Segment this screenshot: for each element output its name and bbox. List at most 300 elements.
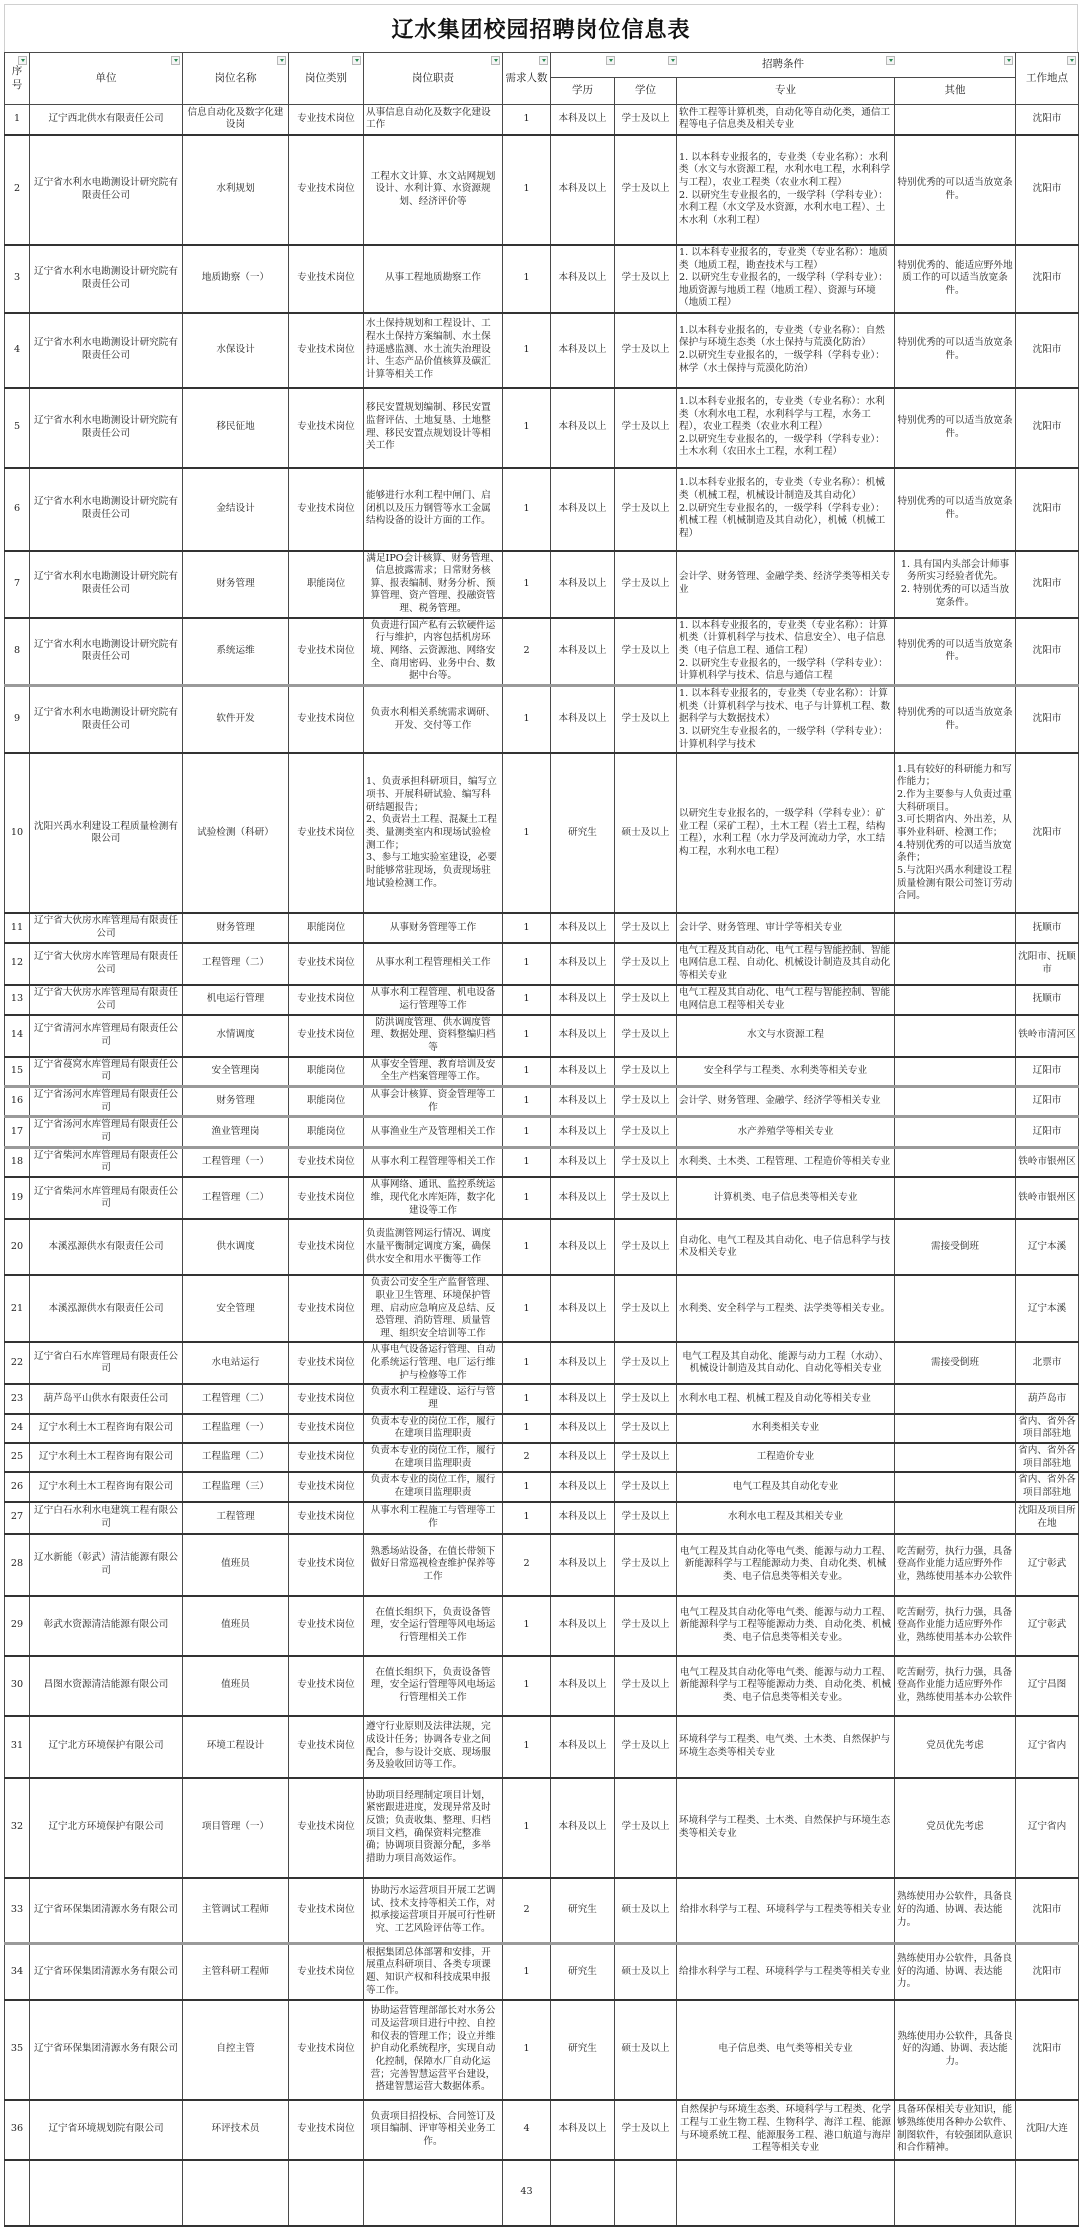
cell-location[interactable]: 沈阳市: [1016, 105, 1079, 135]
cell-degree[interactable]: 学士及以上: [615, 913, 677, 942]
cell-count[interactable]: 1: [503, 1147, 551, 1177]
cell-position[interactable]: 安全管理岗: [183, 1057, 289, 1087]
cell-position[interactable]: 值班员: [183, 1534, 289, 1596]
cell-duties[interactable]: 在值长组织下，负责设备管理，安全运行管理等风电场运行管理相关工作: [364, 1596, 503, 1656]
cell-category[interactable]: 专业技术岗位: [289, 1878, 364, 1944]
cell-seq[interactable]: 27: [5, 1502, 30, 1534]
empty-cell[interactable]: [364, 2160, 503, 2226]
cell-seq[interactable]: 21: [5, 1275, 30, 1342]
cell-major[interactable]: 电气工程及其自动化、能源与动力工程（水动）、机械设计制造及其自动化、自动化等相关专业: [677, 1342, 895, 1384]
cell-category[interactable]: 专业技术岗位: [289, 1502, 364, 1534]
cell-duties[interactable]: 协助运营管理部部长对水务公司及运营项目进行中控、自控和仪表的管理工作；设立并维护自动化系统程序，实现自动化控制，保障水厂自动化运营；完善智慧运营平台建设，搭建智慧运营大数据体系。: [364, 2000, 503, 2100]
cell-unit[interactable]: 辽宁水利土木工程咨询有限公司: [30, 1443, 183, 1472]
cell-duties[interactable]: 满足IPO会计核算、财务管理、信息披露需求；日常财务核算、报表编制、财务分析、预算管理、资产管理、投融资管理、税务管理。: [364, 551, 503, 618]
cell-other[interactable]: 特别优秀的可以适当放宽条件。: [895, 686, 1016, 754]
cell-education[interactable]: 研究生: [551, 1878, 615, 1944]
cell-duties[interactable]: 协助污水运营项目开展工艺调试、技术支持等相关工作，对拟承接运营项目开展可行性研究、工艺风险评估等工作。: [364, 1878, 503, 1944]
cell-major[interactable]: 软件工程等计算机类，自动化等自动化类，通信工程等电子信息类及相关专业: [677, 105, 895, 135]
cell-other[interactable]: [895, 1057, 1016, 1087]
cell-major[interactable]: 水利类相关专业: [677, 1414, 895, 1443]
cell-duties[interactable]: 从事水利工程管理等相关工作: [364, 1147, 503, 1177]
cell-duties[interactable]: 从事安全管理、教育培训及安全生产档案管理等工作。: [364, 1057, 503, 1087]
cell-unit[interactable]: 辽宁省汤河水库管理局有限责任公司: [30, 1117, 183, 1147]
cell-location[interactable]: 沈阳市: [1016, 753, 1079, 913]
cell-seq[interactable]: 33: [5, 1878, 30, 1944]
cell-education[interactable]: 本科及以上: [551, 1534, 615, 1596]
cell-major[interactable]: 会计学、财务管理、金融学、经济学等相关专业: [677, 1087, 895, 1117]
cell-position[interactable]: 工程管理: [183, 1502, 289, 1534]
cell-location[interactable]: 省内、省外各项目部驻地: [1016, 1414, 1079, 1443]
cell-other[interactable]: [895, 1117, 1016, 1147]
cell-degree[interactable]: 学士及以上: [615, 1384, 677, 1413]
cell-major[interactable]: 1. 以本科专业报名的，专业类（专业名称）：水利类（水文与水资源工程，水利水电工程，水利科学与工程），农业工程类（农业水利工程） 2. 以研究生专业报名的，一级学科（学科专业）：水利工程（水文学及水资源，水利水电工程）、土木水利（水利工程）: [677, 135, 895, 245]
cell-location[interactable]: 铁岭市银州区: [1016, 1147, 1079, 1177]
cell-position[interactable]: 地质勘察（一）: [183, 245, 289, 313]
cell-category[interactable]: 专业技术岗位: [289, 1414, 364, 1443]
cell-seq[interactable]: 13: [5, 985, 30, 1015]
cell-location[interactable]: 省内、省外各项目部驻地: [1016, 1443, 1079, 1472]
cell-other[interactable]: 具备环保相关专业知识，能够熟练使用各种办公软件、制图软件，有较强团队意识和合作精神。: [895, 2100, 1016, 2160]
cell-duties[interactable]: 负责本专业的岗位工作，履行在建项目监理职责: [364, 1414, 503, 1443]
cell-education[interactable]: 本科及以上: [551, 1414, 615, 1443]
cell-position[interactable]: 值班员: [183, 1656, 289, 1716]
cell-category[interactable]: 专业技术岗位: [289, 135, 364, 245]
cell-category[interactable]: 专业技术岗位: [289, 1472, 364, 1501]
cell-degree[interactable]: 学士及以上: [615, 1147, 677, 1177]
cell-category[interactable]: 专业技术岗位: [289, 1015, 364, 1057]
cell-unit[interactable]: 辽宁省水利水电勘测设计研究院有限责任公司: [30, 313, 183, 388]
cell-count[interactable]: 1: [503, 1778, 551, 1878]
cell-category[interactable]: 专业技术岗位: [289, 2100, 364, 2160]
cell-major[interactable]: 电气工程及其自动化等电气类、能源与动力工程、新能源科学与工程能源动力类、自动化类、机械类、电子信息类等相关专业。: [677, 1534, 895, 1596]
cell-seq[interactable]: 31: [5, 1716, 30, 1778]
filter-dropdown-icon[interactable]: [491, 56, 500, 65]
cell-education[interactable]: 研究生: [551, 753, 615, 913]
cell-duties[interactable]: 负责本专业的岗位工作，履行在建项目监理职责: [364, 1443, 503, 1472]
cell-position[interactable]: 工程管理（一）: [183, 1147, 289, 1177]
cell-count[interactable]: 1: [503, 1219, 551, 1275]
cell-duties[interactable]: 负责水利相关系统需求调研、开发、交付等工作: [364, 686, 503, 754]
cell-major[interactable]: 水产养殖学等相关专业: [677, 1117, 895, 1147]
cell-location[interactable]: 沈阳市: [1016, 388, 1079, 468]
cell-unit[interactable]: 辽宁省水利水电勘测设计研究院有限责任公司: [30, 135, 183, 245]
cell-count[interactable]: 1: [503, 135, 551, 245]
cell-location[interactable]: 沈阳/大连: [1016, 2100, 1079, 2160]
cell-major[interactable]: 自动化、电气工程及其自动化、电子信息科学与技术及相关专业: [677, 1219, 895, 1275]
cell-duties[interactable]: 工程水文计算、水文站网规划设计、水利计算、水资源规划、经济评价等: [364, 135, 503, 245]
cell-education[interactable]: 本科及以上: [551, 313, 615, 388]
cell-category[interactable]: 专业技术岗位: [289, 985, 364, 1015]
cell-location[interactable]: 沈阳市: [1016, 618, 1079, 686]
filter-dropdown-icon[interactable]: [1067, 56, 1076, 65]
cell-major[interactable]: 工程造价专业: [677, 1443, 895, 1472]
total-count[interactable]: 43: [503, 2160, 551, 2226]
cell-degree[interactable]: 学士及以上: [615, 1472, 677, 1501]
cell-other[interactable]: 特别优秀的可以适当放宽条件。: [895, 468, 1016, 551]
cell-seq[interactable]: 10: [5, 753, 30, 913]
cell-location[interactable]: 辽宁彰武: [1016, 1534, 1079, 1596]
cell-other[interactable]: 党员优先考虑: [895, 1716, 1016, 1778]
cell-location[interactable]: 沈阳市: [1016, 135, 1079, 245]
cell-other[interactable]: 吃苦耐劳，执行力强，具备登高作业能力适应野外作业，熟练使用基本办公软件: [895, 1656, 1016, 1716]
cell-major[interactable]: 电气工程及其自动化等电气类、能源与动力工程、新能源科学与工程等能源动力类、自动化类、机械类、电子信息类等相关专业。: [677, 1656, 895, 1716]
cell-other[interactable]: 吃苦耐劳，执行力强，具备登高作业能力适应野外作业，熟练使用基本办公软件: [895, 1596, 1016, 1656]
cell-position[interactable]: 渔业管理岗: [183, 1117, 289, 1147]
cell-location[interactable]: 抚顺市: [1016, 985, 1079, 1015]
cell-major[interactable]: 环境科学与工程类、电气类、土木类、自然保护与环境生态类等相关专业: [677, 1716, 895, 1778]
cell-major[interactable]: 水利类、土木类、工程管理、工程造价等相关专业: [677, 1147, 895, 1177]
cell-other[interactable]: [895, 985, 1016, 1015]
cell-seq[interactable]: 25: [5, 1443, 30, 1472]
cell-count[interactable]: 1: [503, 1656, 551, 1716]
cell-major[interactable]: 给排水科学与工程、环境科学与工程类等相关专业: [677, 1944, 895, 2000]
cell-other[interactable]: [895, 1502, 1016, 1534]
cell-position[interactable]: 工程监理（二）: [183, 1443, 289, 1472]
cell-unit[interactable]: 辽宁省大伙房水库管理局有限责任公司: [30, 985, 183, 1015]
cell-major[interactable]: 1.以本科专业报名的，专业类（专业名称）：机械类（机械工程，机械设计制造及其自动化） 2.以研究生专业报名的，一级学科（学科专业）：机械工程（机械制造及其自动化），机械（机械工程）: [677, 468, 895, 551]
cell-degree[interactable]: 学士及以上: [615, 468, 677, 551]
cell-position[interactable]: 水利规划: [183, 135, 289, 245]
cell-other[interactable]: 熟练使用办公软件，具备良好的沟通、协调、表达能力。: [895, 1944, 1016, 2000]
cell-count[interactable]: 1: [503, 1342, 551, 1384]
cell-degree[interactable]: 学士及以上: [615, 1534, 677, 1596]
cell-education[interactable]: 本科及以上: [551, 105, 615, 135]
cell-position[interactable]: 自控主管: [183, 2000, 289, 2100]
cell-education[interactable]: 本科及以上: [551, 468, 615, 551]
cell-major[interactable]: 1. 以本科专业报名的，专业类（专业名称）：计算机类（计算机科学与技术、电子与计算机工程、数据科学与大数据技术） 3. 以研究生专业报名的，一级学科（学科专业）：计算机科学与技术: [677, 686, 895, 754]
cell-location[interactable]: 辽阳市: [1016, 1117, 1079, 1147]
cell-location[interactable]: 沈阳市: [1016, 468, 1079, 551]
cell-other[interactable]: [895, 1147, 1016, 1177]
empty-cell[interactable]: [551, 2160, 615, 2226]
cell-unit[interactable]: 辽宁省清河水库管理局有限责任公司: [30, 1015, 183, 1057]
cell-education[interactable]: 本科及以上: [551, 1472, 615, 1501]
cell-position[interactable]: 移民征地: [183, 388, 289, 468]
filter-dropdown-icon[interactable]: [352, 56, 361, 65]
cell-count[interactable]: 2: [503, 1534, 551, 1596]
cell-count[interactable]: 1: [503, 1015, 551, 1057]
cell-seq[interactable]: 22: [5, 1342, 30, 1384]
cell-major[interactable]: 水利水电工程、机械工程及自动化等相关专业: [677, 1384, 895, 1413]
cell-other[interactable]: [895, 1275, 1016, 1342]
cell-category[interactable]: 专业技术岗位: [289, 313, 364, 388]
cell-unit[interactable]: 辽水新能（彰武）清洁能源有限公司: [30, 1534, 183, 1596]
cell-category[interactable]: 职能岗位: [289, 1057, 364, 1087]
cell-seq[interactable]: 9: [5, 686, 30, 754]
cell-unit[interactable]: 辽宁省环保集团清源水务有限公司: [30, 1944, 183, 2000]
cell-degree[interactable]: 学士及以上: [615, 1414, 677, 1443]
empty-cell[interactable]: [30, 2160, 183, 2226]
cell-count[interactable]: 1: [503, 1414, 551, 1443]
cell-unit[interactable]: 本溪泓源供水有限责任公司: [30, 1275, 183, 1342]
cell-other[interactable]: [895, 1384, 1016, 1413]
cell-location[interactable]: 沈阳市、抚顺市: [1016, 943, 1079, 985]
cell-major[interactable]: 电气工程及其自动化、电气工程与智能控制、智能电网信息工程、自动化、机械设计制造及其自动化等相关专业: [677, 943, 895, 985]
cell-location[interactable]: 辽宁省内: [1016, 1778, 1079, 1878]
cell-duties[interactable]: 从事财务管理等工作: [364, 913, 503, 942]
cell-unit[interactable]: 本溪泓源供水有限责任公司: [30, 1219, 183, 1275]
cell-seq[interactable]: 35: [5, 2000, 30, 2100]
cell-count[interactable]: 1: [503, 913, 551, 942]
cell-degree[interactable]: 学士及以上: [615, 1219, 677, 1275]
cell-major[interactable]: 电气工程及其自动化专业: [677, 1472, 895, 1501]
cell-degree[interactable]: 硕士及以上: [615, 753, 677, 913]
cell-education[interactable]: 本科及以上: [551, 913, 615, 942]
cell-duties[interactable]: 从事水利工程管理相关工作: [364, 943, 503, 985]
cell-count[interactable]: 1: [503, 1087, 551, 1117]
cell-other[interactable]: 1. 具有国内头部会计师事务所实习经验者优先。 2. 特别优秀的可以适当放宽条件。: [895, 551, 1016, 618]
cell-other[interactable]: [895, 1177, 1016, 1219]
cell-unit[interactable]: 辽宁水利土木工程咨询有限公司: [30, 1472, 183, 1501]
cell-degree[interactable]: 学士及以上: [615, 1342, 677, 1384]
cell-seq[interactable]: 5: [5, 388, 30, 468]
cell-duties[interactable]: 负责进行国产私有云软硬件运行与维护，内容包括机房环境、网络、云资源池、网络安全、商用密码、业务中台、数据中台等。: [364, 618, 503, 686]
cell-education[interactable]: 本科及以上: [551, 618, 615, 686]
cell-location[interactable]: 辽宁本溪: [1016, 1219, 1079, 1275]
cell-location[interactable]: 沈阳市: [1016, 245, 1079, 313]
cell-count[interactable]: 1: [503, 1596, 551, 1656]
cell-seq[interactable]: 2: [5, 135, 30, 245]
cell-category[interactable]: 专业技术岗位: [289, 468, 364, 551]
cell-location[interactable]: 铁岭市清河区: [1016, 1015, 1079, 1057]
cell-seq[interactable]: 4: [5, 313, 30, 388]
cell-location[interactable]: 沈阳市: [1016, 1878, 1079, 1944]
cell-seq[interactable]: 30: [5, 1656, 30, 1716]
cell-degree[interactable]: 学士及以上: [615, 686, 677, 754]
cell-unit[interactable]: 葫芦岛平山供水有限责任公司: [30, 1384, 183, 1413]
cell-count[interactable]: 1: [503, 1177, 551, 1219]
cell-degree[interactable]: 学士及以上: [615, 1177, 677, 1219]
filter-dropdown-icon[interactable]: [18, 56, 27, 65]
cell-education[interactable]: 本科及以上: [551, 1015, 615, 1057]
cell-education[interactable]: 本科及以上: [551, 1716, 615, 1778]
cell-unit[interactable]: 彰武水资源清洁能源有限公司: [30, 1596, 183, 1656]
cell-seq[interactable]: 8: [5, 618, 30, 686]
cell-category[interactable]: 职能岗位: [289, 1087, 364, 1117]
cell-major[interactable]: 电子信息类、电气类等相关专业: [677, 2000, 895, 2100]
cell-education[interactable]: 本科及以上: [551, 1778, 615, 1878]
cell-count[interactable]: 1: [503, 313, 551, 388]
cell-position[interactable]: 试验检测（科研）: [183, 753, 289, 913]
cell-position[interactable]: 信息自动化及数字化建设岗: [183, 105, 289, 135]
cell-degree[interactable]: 学士及以上: [615, 618, 677, 686]
cell-other[interactable]: 需接受倒班: [895, 1342, 1016, 1384]
cell-unit[interactable]: 辽宁省水利水电勘测设计研究院有限责任公司: [30, 245, 183, 313]
empty-cell[interactable]: [1016, 2160, 1079, 2226]
cell-position[interactable]: 软件开发: [183, 686, 289, 754]
cell-duties[interactable]: 从事水利工程施工与管理等工作: [364, 1502, 503, 1534]
cell-unit[interactable]: 辽宁省大伙房水库管理局有限责任公司: [30, 913, 183, 942]
cell-location[interactable]: 北票市: [1016, 1342, 1079, 1384]
cell-seq[interactable]: 32: [5, 1778, 30, 1878]
cell-category[interactable]: 专业技术岗位: [289, 1342, 364, 1384]
cell-unit[interactable]: 辽宁省汤河水库管理局有限责任公司: [30, 1087, 183, 1117]
cell-count[interactable]: 1: [503, 943, 551, 985]
cell-degree[interactable]: 硕士及以上: [615, 1944, 677, 2000]
cell-education[interactable]: 本科及以上: [551, 1219, 615, 1275]
cell-education[interactable]: 本科及以上: [551, 388, 615, 468]
cell-count[interactable]: 1: [503, 388, 551, 468]
cell-position[interactable]: 工程管理（二）: [183, 943, 289, 985]
cell-unit[interactable]: 辽宁省水利水电勘测设计研究院有限责任公司: [30, 551, 183, 618]
cell-location[interactable]: 辽阳市: [1016, 1087, 1079, 1117]
cell-position[interactable]: 供水调度: [183, 1219, 289, 1275]
cell-degree[interactable]: 学士及以上: [615, 1087, 677, 1117]
cell-other[interactable]: [895, 1015, 1016, 1057]
cell-seq[interactable]: 16: [5, 1087, 30, 1117]
cell-count[interactable]: 1: [503, 1502, 551, 1534]
cell-duties[interactable]: 能够进行水利工程中闸门、启闭机以及压力钢管等水工金属结构设备的设计方面的工作。: [364, 468, 503, 551]
cell-major[interactable]: 1. 以本科专业报名的，专业类（专业名称）：计算机类（计算机科学与技术、信息安全）、电子信息类（电子信息工程、通信工程） 2. 以研究生专业报名的，一级学科（学科专业）：计算机科学与技术、信息与通信工程: [677, 618, 895, 686]
cell-education[interactable]: 本科及以上: [551, 135, 615, 245]
cell-count[interactable]: 4: [503, 2100, 551, 2160]
cell-education[interactable]: 本科及以上: [551, 1057, 615, 1087]
cell-degree[interactable]: 学士及以上: [615, 1015, 677, 1057]
cell-degree[interactable]: 学士及以上: [615, 135, 677, 245]
cell-count[interactable]: 2: [503, 1443, 551, 1472]
cell-count[interactable]: 1: [503, 1472, 551, 1501]
cell-duties[interactable]: 从事会计核算、资金管理等工作: [364, 1087, 503, 1117]
cell-education[interactable]: 本科及以上: [551, 1275, 615, 1342]
cell-category[interactable]: 专业技术岗位: [289, 753, 364, 913]
cell-other[interactable]: 特别优秀的可以适当放宽条件。: [895, 135, 1016, 245]
cell-major[interactable]: 安全科学与工程类、水利类等相关专业: [677, 1057, 895, 1087]
cell-duties[interactable]: 遵守行业原则及法律法规，完成设计任务；协调各专业之间配合，参与设计交底、现场服务及验收回访等工作。: [364, 1716, 503, 1778]
cell-position[interactable]: 财务管理: [183, 1087, 289, 1117]
cell-unit[interactable]: 辽宁省白石水库管理局有限责任公司: [30, 1342, 183, 1384]
filter-dropdown-icon[interactable]: [668, 56, 677, 65]
cell-other[interactable]: 特别优秀的、能适应野外地质工作的可以适当放宽条件。: [895, 245, 1016, 313]
cell-education[interactable]: 本科及以上: [551, 1656, 615, 1716]
cell-seq[interactable]: 15: [5, 1057, 30, 1087]
cell-unit[interactable]: 辽宁北方环境保护有限公司: [30, 1716, 183, 1778]
cell-other[interactable]: 特别优秀的可以适当放宽条件。: [895, 388, 1016, 468]
cell-position[interactable]: 系统运维: [183, 618, 289, 686]
cell-duties[interactable]: 防洪调度管理、供水调度管理、数据处理、资料整编归档等: [364, 1015, 503, 1057]
cell-unit[interactable]: 辽宁省葠窝水库管理局有限责任公司: [30, 1057, 183, 1087]
cell-count[interactable]: 1: [503, 245, 551, 313]
cell-degree[interactable]: 学士及以上: [615, 1057, 677, 1087]
cell-degree[interactable]: 学士及以上: [615, 388, 677, 468]
cell-education[interactable]: 本科及以上: [551, 943, 615, 985]
cell-unit[interactable]: 辽宁白石水利水电建筑工程有限公司: [30, 1502, 183, 1534]
cell-education[interactable]: 本科及以上: [551, 1342, 615, 1384]
cell-position[interactable]: 环境工程设计: [183, 1716, 289, 1778]
cell-location[interactable]: 沈阳市: [1016, 313, 1079, 388]
cell-seq[interactable]: 11: [5, 913, 30, 942]
cell-count[interactable]: 1: [503, 686, 551, 754]
cell-other[interactable]: [895, 913, 1016, 942]
cell-duties[interactable]: 水土保持规划和工程设计、工程水土保持方案编制、水土保持遥感监测、水土流失治理设计、生态产品价值核算及碳汇计算等相关工作: [364, 313, 503, 388]
cell-position[interactable]: 主管调试工程师: [183, 1878, 289, 1944]
cell-education[interactable]: 本科及以上: [551, 1147, 615, 1177]
cell-category[interactable]: 专业技术岗位: [289, 1716, 364, 1778]
cell-major[interactable]: 水文与水资源工程: [677, 1015, 895, 1057]
cell-unit[interactable]: 辽宁省大伙房水库管理局有限责任公司: [30, 943, 183, 985]
cell-count[interactable]: 1: [503, 105, 551, 135]
cell-other[interactable]: 需接受倒班: [895, 1219, 1016, 1275]
cell-degree[interactable]: 硕士及以上: [615, 2000, 677, 2100]
cell-duties[interactable]: 从事工程地质勘察工作: [364, 245, 503, 313]
cell-major[interactable]: 水利水电工程及其相关专业: [677, 1502, 895, 1534]
cell-position[interactable]: 工程监理（三）: [183, 1472, 289, 1501]
cell-major[interactable]: 会计学、财务管理、金融学类、经济学类等相关专业: [677, 551, 895, 618]
cell-duties[interactable]: 1、负责承担科研项目，编写立项书、开展科研试验、编写科研结题报告； 2、负责岩土工程、混凝土工程类、量测类室内和现场试验检测工作； 3、参与工地实验室建设，必要时能够常驻现场，负责现场驻地试验检测工作。: [364, 753, 503, 913]
cell-category[interactable]: 专业技术岗位: [289, 388, 364, 468]
cell-count[interactable]: 1: [503, 1057, 551, 1087]
cell-seq[interactable]: 17: [5, 1117, 30, 1147]
cell-seq[interactable]: 29: [5, 1596, 30, 1656]
cell-count[interactable]: 1: [503, 468, 551, 551]
cell-duties[interactable]: 移民安置规划编制、移民安置监督评估、土地复垦、土地整理、移民安置点规划设计等相关工作: [364, 388, 503, 468]
cell-seq[interactable]: 12: [5, 943, 30, 985]
cell-degree[interactable]: 学士及以上: [615, 1275, 677, 1342]
cell-category[interactable]: 职能岗位: [289, 1117, 364, 1147]
cell-education[interactable]: 本科及以上: [551, 2100, 615, 2160]
cell-duties[interactable]: 从事信息自动化及数字化建设工作: [364, 105, 503, 135]
empty-cell[interactable]: [677, 2160, 895, 2226]
cell-duties[interactable]: 负责公司安全生产监督管理、职业卫生管理、环境保护管理、启动应急响应及总结、反恐管理、消防管理、质量管理、组织安全培训等工作: [364, 1275, 503, 1342]
cell-duties[interactable]: 从事渔业生产及管理相关工作: [364, 1117, 503, 1147]
cell-duties[interactable]: 从事电气设备运行管理、自动化系统运行管理、电厂运行维护与检修等工作: [364, 1342, 503, 1384]
cell-location[interactable]: 辽阳市: [1016, 1057, 1079, 1087]
cell-unit[interactable]: 辽宁省水利水电勘测设计研究院有限责任公司: [30, 468, 183, 551]
cell-category[interactable]: 专业技术岗位: [289, 1596, 364, 1656]
cell-category[interactable]: 专业技术岗位: [289, 1944, 364, 2000]
cell-count[interactable]: 1: [503, 1944, 551, 2000]
cell-location[interactable]: 辽宁彰武: [1016, 1596, 1079, 1656]
cell-location[interactable]: 辽宁省内: [1016, 1716, 1079, 1778]
cell-unit[interactable]: 昌图水资源清洁能源有限公司: [30, 1656, 183, 1716]
empty-cell[interactable]: [895, 2160, 1016, 2226]
filter-dropdown-icon[interactable]: [606, 56, 615, 65]
cell-unit[interactable]: 辽宁省环保集团清源水务有限公司: [30, 2000, 183, 2100]
cell-degree[interactable]: 学士及以上: [615, 1778, 677, 1878]
cell-education[interactable]: 本科及以上: [551, 1596, 615, 1656]
cell-major[interactable]: 电气工程及其自动化、电气工程与智能控制、智能电网信息工程等相关专业: [677, 985, 895, 1015]
cell-count[interactable]: 1: [503, 1384, 551, 1413]
cell-position[interactable]: 值班员: [183, 1596, 289, 1656]
cell-education[interactable]: 研究生: [551, 2000, 615, 2100]
filter-dropdown-icon[interactable]: [171, 56, 180, 65]
cell-category[interactable]: 专业技术岗位: [289, 1177, 364, 1219]
cell-seq[interactable]: 18: [5, 1147, 30, 1177]
filter-dropdown-icon[interactable]: [886, 56, 895, 65]
cell-degree[interactable]: 学士及以上: [615, 1596, 677, 1656]
cell-count[interactable]: 2: [503, 618, 551, 686]
cell-degree[interactable]: 学士及以上: [615, 985, 677, 1015]
cell-category[interactable]: 专业技术岗位: [289, 1534, 364, 1596]
cell-location[interactable]: 辽宁昌图: [1016, 1656, 1079, 1716]
cell-seq[interactable]: 36: [5, 2100, 30, 2160]
cell-category[interactable]: 专业技术岗位: [289, 105, 364, 135]
cell-unit[interactable]: 辽宁省水利水电勘测设计研究院有限责任公司: [30, 618, 183, 686]
cell-duties[interactable]: 负责项目招投标、合同签订及项目编制、评审等相关业务工作。: [364, 2100, 503, 2160]
cell-seq[interactable]: 20: [5, 1219, 30, 1275]
cell-other[interactable]: [895, 105, 1016, 135]
cell-category[interactable]: 专业技术岗位: [289, 1384, 364, 1413]
cell-location[interactable]: 铁岭市银州区: [1016, 1177, 1079, 1219]
cell-position[interactable]: 水电站运行: [183, 1342, 289, 1384]
cell-position[interactable]: 机电运行管理: [183, 985, 289, 1015]
empty-cell[interactable]: [5, 2160, 30, 2226]
cell-degree[interactable]: 硕士及以上: [615, 1878, 677, 1944]
cell-education[interactable]: 本科及以上: [551, 1443, 615, 1472]
cell-major[interactable]: 1. 以本科专业报名的，专业类（专业名称）：地质类（地质工程，勘查技术与工程） 2. 以研究生专业报名的，一级学科（学科专业）：地质资源与地质工程（地质工程）、资源与环境（地质工程）: [677, 245, 895, 313]
cell-degree[interactable]: 学士及以上: [615, 313, 677, 388]
cell-seq[interactable]: 24: [5, 1414, 30, 1443]
cell-seq[interactable]: 14: [5, 1015, 30, 1057]
